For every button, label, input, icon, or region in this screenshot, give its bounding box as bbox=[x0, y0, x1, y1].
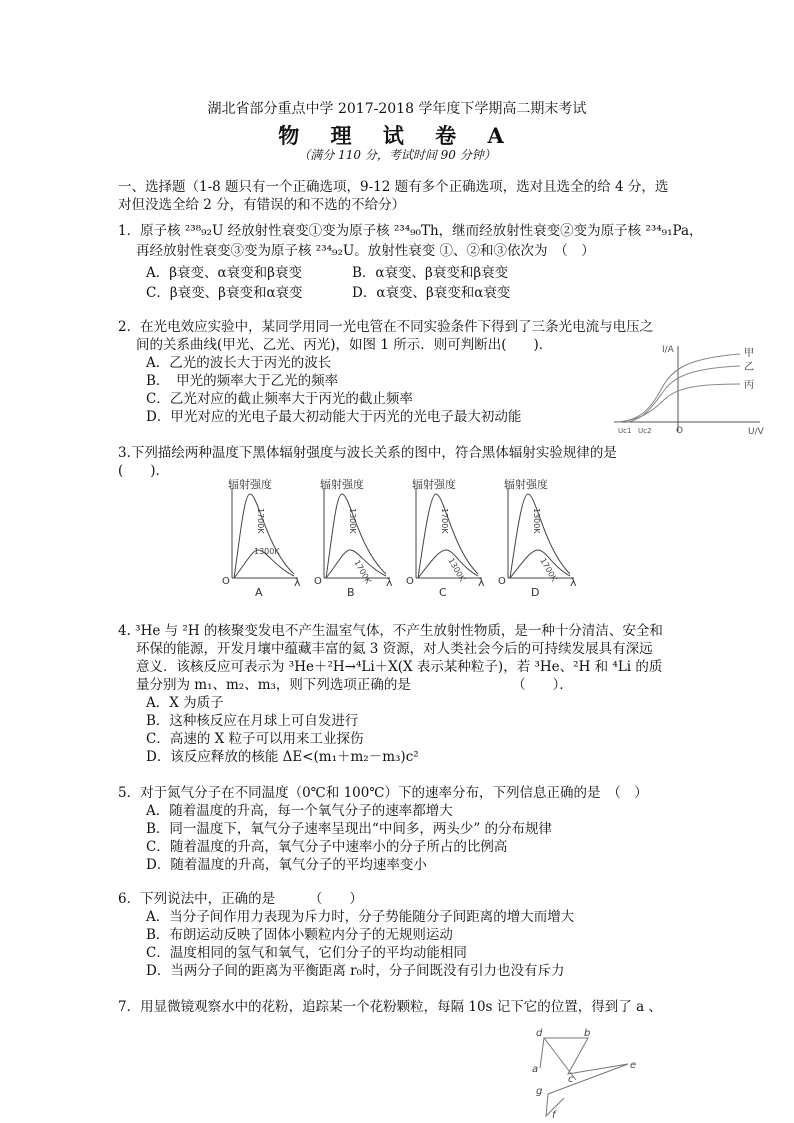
label-jia: 甲 bbox=[744, 348, 754, 359]
q4-option-b: B．这种核反应在月球上可自发进行 bbox=[146, 713, 359, 729]
graph-b bbox=[314, 478, 393, 599]
q1-option-b: B．α衰变、β衰变和β衰变 bbox=[352, 265, 509, 281]
q6-stem: 6．下列说法中，正确的是 （ ） bbox=[118, 891, 363, 907]
q1-option-c: C．β衰变、β衰变和α衰变 bbox=[146, 285, 303, 301]
graph-c-origin: O bbox=[406, 576, 414, 587]
page-title: 物 理 试 卷 A bbox=[278, 123, 516, 148]
graph-c bbox=[406, 478, 485, 599]
q5-option-a: A．随着温度的升高，每一个氧气分子的速率都增大 bbox=[146, 803, 453, 819]
q5-option-b: B．同一温度下，氧气分子速率呈现出“中间多，两头少” 的分布规律 bbox=[146, 821, 553, 837]
section-heading-line2: 对但没选全给 2 分，有错误的和不选的不给分） bbox=[118, 197, 406, 213]
q4-option-a: A．X 为质子 bbox=[146, 695, 224, 711]
graph-b-xlabel: λ bbox=[386, 576, 393, 589]
graph-uc1: Uc1 bbox=[618, 427, 632, 435]
q4-stem-line4: 量分别为 m₁、m₂、m₃，则下列选项正确的是 （ ）． bbox=[136, 677, 573, 693]
school-line: 湖北省部分重点中学 2017-2018 学年度下学期高二期末考试 bbox=[207, 101, 587, 117]
section-heading-line1: 一、选择题（1-8 题只有一个正确选项，9-12 题有多个正确选项，选对且选全的给 4 分，选 bbox=[118, 179, 669, 195]
graph-a-xlabel: λ bbox=[294, 576, 301, 589]
q4-option-d: D．该反应释放的核能 ΔE<(m₁＋m₂－m₃)c² bbox=[146, 749, 419, 765]
graph-c-letter: C bbox=[439, 586, 447, 599]
q2-option-c: C．乙光对应的截止频率大于丙光的截止频率 bbox=[146, 391, 413, 407]
point-f: f bbox=[552, 1110, 556, 1120]
graph-d-t1: 1300K bbox=[532, 508, 541, 534]
graph-d-ylabel: 辐射强度 bbox=[504, 478, 548, 491]
curve-yi bbox=[628, 366, 740, 422]
q4-option-c: C．高速的 X 粒子可以用来工业探伤 bbox=[146, 731, 364, 747]
q6-option-b: B．布朗运动反映了固体小颗粒内分子的无规则运动 bbox=[146, 927, 453, 943]
q1-stem-line2: 再经放射性衰变③变为原子核 ²³⁴₉₂U。放射性衰变 ①、②和③依次为 （ ） bbox=[136, 243, 595, 259]
label-bing: 丙 bbox=[744, 380, 754, 391]
graph-uc2: Uc2 bbox=[638, 427, 652, 435]
q2-option-b: B． 甲光的频率大于乙光的频率 bbox=[146, 373, 339, 389]
q5-option-c: C．随着温度的升高，氧气分子中速率小的分子所占的比例高 bbox=[146, 839, 508, 855]
point-c: c bbox=[568, 1074, 574, 1085]
q5-option-d: D．随着温度的升高，氧气分子的平均速率变小 bbox=[146, 857, 427, 873]
q7-stem: 7．用显微镜观察水中的花粉，追踪某一个花粉颗粒，每隔 10s 记下它的位置，得到了 a 、 bbox=[118, 999, 662, 1015]
graph-b-ylabel: 辐射强度 bbox=[320, 478, 364, 491]
graph-a-t2: 1300K bbox=[254, 547, 280, 556]
graph-a-origin: O bbox=[222, 576, 230, 587]
exam-note: （满分 110 分，考试时间 90 分钟） bbox=[298, 148, 496, 162]
graph-c-xlabel: λ bbox=[478, 576, 485, 589]
graph-b-letter: B bbox=[347, 586, 355, 599]
point-b: b bbox=[584, 1028, 591, 1039]
graph-d-origin: O bbox=[498, 576, 506, 587]
q2-stem-line2: 间的关系曲线(甲光、乙光、丙光)，如图 1 所示．则可判断出( )． bbox=[136, 337, 553, 353]
curve-bing bbox=[618, 384, 740, 422]
graph-d-letter: D bbox=[531, 586, 540, 599]
q2-stem-line1: 2．在光电效应实验中，某同学用同一光电管在不同实验条件下得到了三条光电流与电压之 bbox=[118, 319, 654, 335]
q3-stem-line2: ( )． bbox=[118, 463, 170, 479]
q6-option-d: D．当两分子间的距离为平衡距离 r₀时，分子间既没有引力也没有斥力 bbox=[146, 963, 565, 979]
graph-b-origin: O bbox=[314, 576, 322, 587]
point-e: e bbox=[630, 1060, 637, 1071]
graph-x-label: U/V bbox=[748, 427, 764, 437]
graph-b-t1: 1300K bbox=[348, 508, 357, 534]
q1-stem-line1: 1．原子核 ²³⁸₉₂U 经放射性衰变①变为原子核 ²³⁴₉₀Th，继而经放射性衰变②变为原子核 ²³⁴₉₁Pa， bbox=[118, 223, 703, 239]
q5-stem: 5．对于氮气分子在不同温度（0℃和 100℃）下的速率分布，下列信息正确的是 （ ） bbox=[118, 785, 648, 801]
q4-stem-line3: 意义．该核反应可表示为 ³He＋²H→⁴Li＋X(X 表示某种粒子)，若 ³He、²H 和 ⁴Li 的质 bbox=[136, 659, 663, 675]
graph-a-ylabel: 辐射强度 bbox=[228, 478, 272, 491]
graph-y-label: I/A bbox=[662, 345, 674, 355]
q2-option-a: A．乙光的波长大于丙光的波长 bbox=[146, 355, 332, 371]
photoelectric-graph bbox=[610, 340, 770, 440]
graph-a-letter: A bbox=[255, 586, 263, 599]
label-yi: 乙 bbox=[744, 362, 754, 373]
point-a: a bbox=[532, 1064, 539, 1075]
point-d: d bbox=[536, 1028, 543, 1039]
brownian-path-diagram bbox=[524, 1024, 654, 1120]
curve-jia bbox=[618, 354, 740, 422]
graph-c-t1: 1700K bbox=[440, 508, 449, 534]
graph-b-t2: 1700K bbox=[352, 558, 373, 586]
q6-option-a: A．当分子间作用力表现为斥力时，分子势能随分子间距离的增大而增大 bbox=[146, 909, 575, 925]
graph-d-t2: 1700K bbox=[538, 556, 559, 584]
graph-c-t2: 1300K bbox=[446, 556, 467, 584]
q2-option-d: D．甲光对应的光电子最大初动能大于丙光的光电子最大初动能 bbox=[146, 409, 522, 425]
q3-stem-line1: 3.下列描绘两种温度下黑体辐射强度与波长关系的图中，符合黑体辐射实验规律的是 bbox=[118, 445, 617, 461]
q1-option-a: A．β衰变、α衰变和β衰变 bbox=[146, 265, 302, 281]
graph-a bbox=[222, 478, 301, 599]
blackbody-graphs bbox=[210, 478, 580, 600]
q4-stem-line2: 环保的能源，开发月壤中蕴藏丰富的氦 3 资源，对人类社会今后的可持续发展具有深远 bbox=[136, 641, 653, 657]
graph-c-ylabel: 辐射强度 bbox=[412, 478, 456, 491]
q4-stem-line1: 4. ³He 与 ²H 的核聚变发电不产生温室气体，不产生放射性物质，是一种十分清洁、安全和 bbox=[118, 623, 663, 639]
graph-a-t1: 1700K bbox=[256, 508, 265, 534]
point-g: g bbox=[536, 1086, 543, 1097]
q1-option-d: D．α衰变、β衰变和α衰变 bbox=[352, 285, 511, 301]
q6-option-c: C．温度相同的氢气和氧气，它们分子的平均动能相同 bbox=[146, 945, 467, 961]
graph-d bbox=[498, 478, 577, 599]
graph-origin: O bbox=[676, 426, 684, 436]
graph-d-xlabel: λ bbox=[570, 576, 577, 589]
